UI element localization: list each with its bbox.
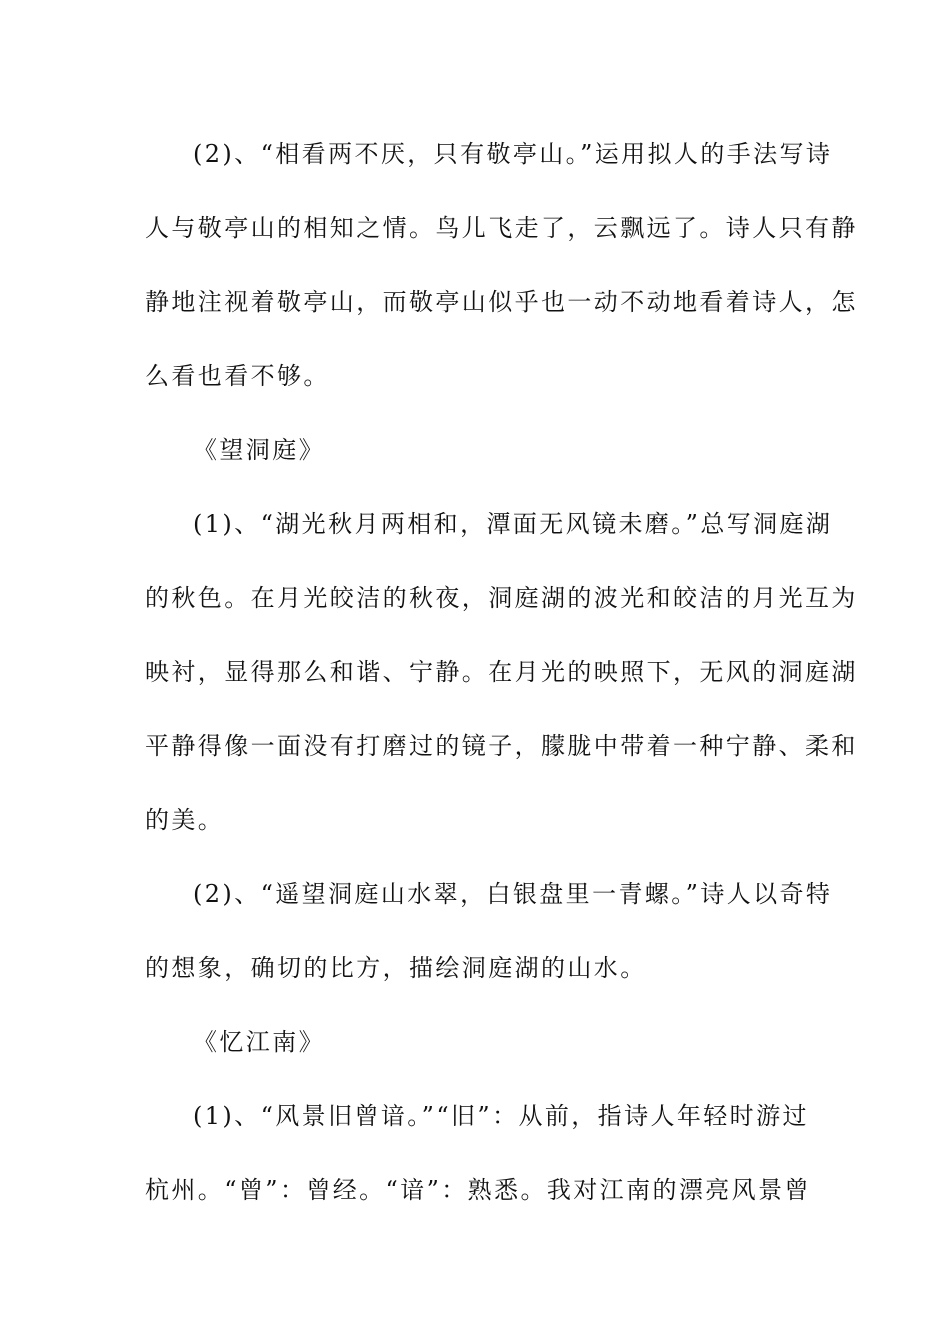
- paragraph-line: 的想象，确切的比方，描绘洞庭湖的山水。: [145, 954, 647, 982]
- paragraph-line: 杭州。“曾”：曾经。“谙”：熟悉。我对江南的漂亮风景曾: [145, 1176, 811, 1204]
- section-heading: 《忆江南》: [193, 1028, 325, 1056]
- paragraph-line: 么看也看不够。: [145, 362, 330, 390]
- paragraph-line: 静地注视着敬亭山，而敬亭山似乎也一动不动地看着诗人，怎: [145, 288, 858, 316]
- paragraph-line: 的秋色。在月光皎洁的秋夜，洞庭湖的波光和皎洁的月光互为: [145, 584, 858, 612]
- paragraph-line: (2)、“相看两不厌，只有敬亭山。”运用拟人的手法写诗: [193, 140, 833, 168]
- paragraph-line: (1)、“湖光秋月两相和，潭面无风镜未磨。”总写洞庭湖: [193, 510, 833, 538]
- paragraph-line: 平静得像一面没有打磨过的镜子，朦胧中带着一种宁静、柔和: [145, 732, 858, 760]
- paragraph-line: 的美。: [145, 806, 225, 834]
- paragraph-line: 人与敬亭山的相知之情。鸟儿飞走了，云飘远了。诗人只有静: [145, 214, 858, 242]
- paragraph-line: (2)、“遥望洞庭山水翠，白银盘里一青螺。”诗人以奇特: [193, 880, 833, 908]
- section-heading: 《望洞庭》: [193, 436, 325, 464]
- paragraph-line: (1)、“风景旧曾谙。”“旧”：从前，指诗人年轻时游过: [193, 1102, 809, 1130]
- paragraph-line: 映衬，显得那么和谐、宁静。在月光的映照下，无风的洞庭湖: [145, 658, 858, 686]
